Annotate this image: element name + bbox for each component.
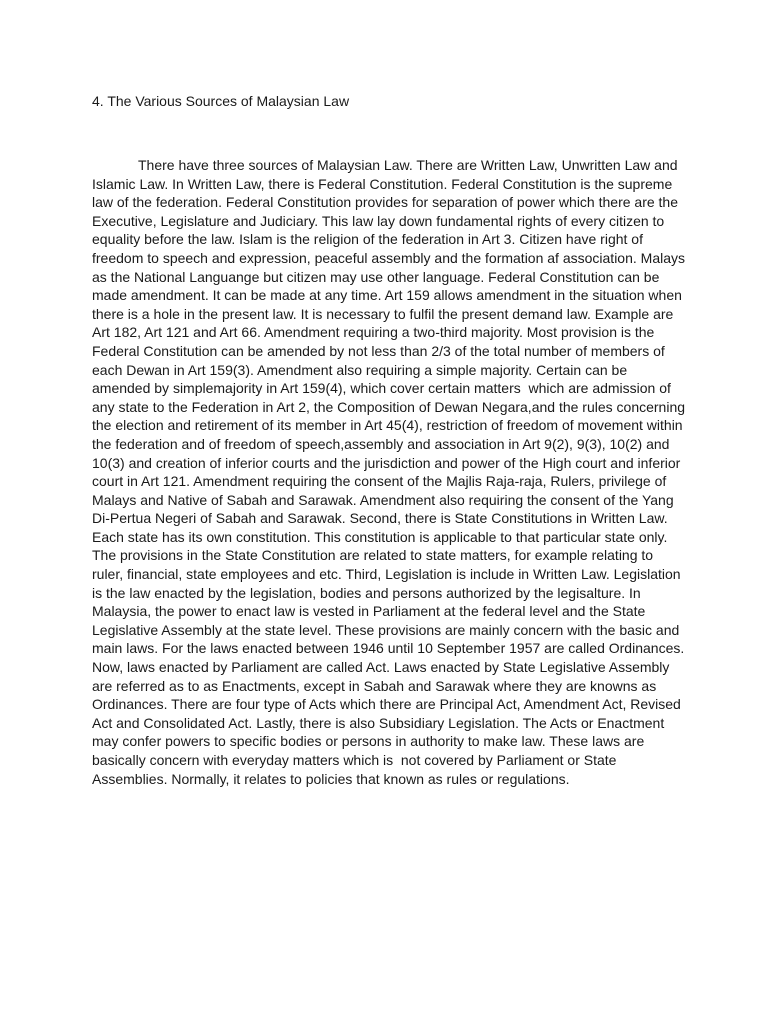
section-heading: 4. The Various Sources of Malaysian Law bbox=[92, 93, 350, 109]
paragraph-line: Di-Pertua Negeri of Sabah and Sarawak. Second, there is State Constitutions in Written Law. bbox=[92, 510, 668, 527]
paragraph-line: Malays and Native of Sabah and Sarawak. Amendment also requiring the consent of the Yang bbox=[92, 491, 674, 508]
paragraph-line: freedom to speech and expression, peaceful assembly and the formation af association. Malays bbox=[92, 249, 685, 266]
body-paragraph bbox=[92, 156, 692, 788]
paragraph-line: basically concern with everyday matters which is not covered by Parliament or State bbox=[92, 752, 617, 768]
paragraph-line: may confer powers to specific bodies or persons in authority to make law. These laws are bbox=[92, 733, 645, 750]
paragraph-line: Executive, Legislature and Judiciary. This law lay down fundamental rights of every citizen to bbox=[92, 212, 665, 229]
paragraph-line: There have three sources of Malaysian Law. There are Written Law, Unwritten Law and bbox=[138, 157, 678, 173]
paragraph-line: Legislative Assembly at the state level. These provisions are mainly concern with the basic and bbox=[92, 621, 680, 638]
paragraph-line: Assemblies. Normally, it relates to policies that known as rules or regulations. bbox=[92, 770, 570, 787]
paragraph-line: made amendment. It can be made at any time. Art 159 allows amendment in the situation when bbox=[92, 287, 682, 304]
paragraph-line: law of the federation. Federal Constitution provides for separation of power which there are the bbox=[92, 194, 678, 211]
paragraph-line: is the law enacted by the legislation, bodies and persons authorized by the legisalture. In bbox=[92, 584, 641, 601]
paragraph-line: any state to the Federation in Art 2, the Composition of Dewan Negara,and the rules concerning bbox=[92, 398, 686, 415]
paragraph-line: there is a hole in the present law. It is necessary to fulfil the present demand law. Example are bbox=[92, 305, 674, 322]
paragraph-line: ruler, financial, state employees and etc. Third, Legislation is include in Written Law. Legislation bbox=[92, 566, 681, 583]
paragraph-line: Act and Consolidated Act. Lastly, there is also Subsidiary Legislation. The Acts or Enactment bbox=[92, 714, 665, 731]
paragraph-line: 10(3) and creation of inferior courts and the jurisdiction and power of the High court and inferior bbox=[92, 454, 681, 471]
paragraph-line: Federal Constitution can be amended by not less than 2/3 of the total number of members of bbox=[92, 342, 665, 359]
paragraph-line: Ordinances. There are four type of Acts which there are Principal Act, Amendment Act, Revised bbox=[92, 696, 681, 713]
paragraph-line: Art 182, Art 121 and Art 66. Amendment requiring a two-third majority. Most provision is the bbox=[92, 324, 655, 341]
paragraph-line: the election and retirement of its member in Art 45(4), restriction of freedom of movement within bbox=[92, 417, 683, 434]
paragraph-line: Islamic Law. In Written Law, there is Federal Constitution. Federal Constitution is the supreme bbox=[92, 175, 673, 192]
paragraph-line: equality before the law. Islam is the religion of the federation in Art 3. Citizen have right of bbox=[92, 231, 643, 248]
paragraph-line: Malaysia, the power to enact law is vested in Parliament at the federal level and the State bbox=[92, 603, 646, 620]
paragraph-line: each Dewan in Art 159(3). Amendment also requiring a simple majority. Certain can be bbox=[92, 361, 628, 378]
paragraph-line: amended by simplemajority in Art 159(4), which cover certain matters which are admission of bbox=[92, 380, 671, 397]
paragraph-line: Each state has its own constitution. This constitution is applicable to that particular state only. bbox=[92, 528, 668, 545]
paragraph-line: the federation and of freedom of speech,assembly and association in Art 9(2), 9(3), 10(2) and bbox=[92, 435, 670, 452]
paragraph-line: main laws. For the laws enacted between 1946 until 10 September 1957 are called Ordinances. bbox=[92, 640, 685, 657]
paragraph-line: The provisions in the State Constitution are related to state matters, for example relating to bbox=[92, 547, 654, 564]
paragraph-line: court in Art 121. Amendment requiring the consent of the Majlis Raja-raja, Rulers, privilege of bbox=[92, 473, 667, 490]
paragraph-line: Now, laws enacted by Parliament are called Act. Laws enacted by State Legislative Assembly bbox=[92, 659, 670, 676]
paragraph-line: are referred as to as Enactments, except in Sabah and Sarawak where they are knowns as bbox=[92, 677, 657, 694]
paragraph-line: as the National Languange but citizen may use other language. Federal Constitution can be bbox=[92, 268, 660, 285]
